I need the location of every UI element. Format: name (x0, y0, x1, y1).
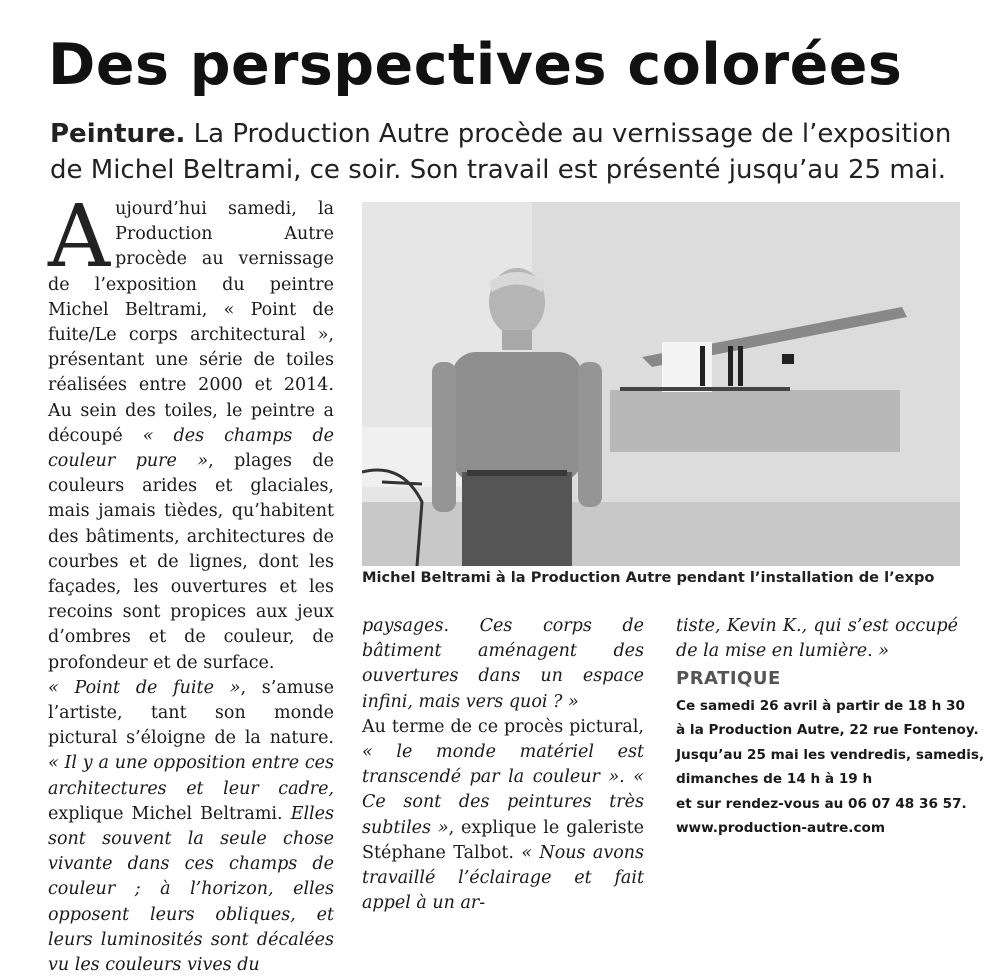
headline: Des perspectives colorées (48, 32, 903, 98)
deck-line-1: La Production Autre procède au vernissage de l’exposition (185, 119, 952, 149)
quote: « Point de fuite » (48, 677, 241, 698)
info-line: à la Production Autre, 22 rue Fontenoy. (676, 722, 979, 739)
quote: Elles sont souvent la seule chose vivante dans ces champs de couleur ; à l’horizon, elles opposent leurs obliques, et leurs luminosités sont décalées vu les couleurs vives du (48, 803, 334, 976)
paragraph (48, 676, 334, 978)
quote: « des champs de couleur pure » (48, 425, 334, 472)
drop-cap: A (48, 187, 111, 287)
text-run: Au terme de ce procès pictural, (362, 716, 644, 737)
photo-caption: Michel Beltrami à la Production Autre pendant l’installation de l’expo (362, 569, 935, 586)
quote: tiste, Kevin K., qui s’est occupé de la mise en lumière. » (676, 616, 958, 662)
quote: « Nous avons travaillé l’éclairage et fait appel à un ar- (362, 842, 645, 914)
deck-line-2: de Michel Beltrami, ce soir. Son travail est présenté jusqu’au 25 mai. (50, 155, 947, 185)
article-column-1 (48, 187, 334, 978)
info-line: Ce samedi 26 avril à partir de 18 h 30 (676, 697, 965, 714)
website-link[interactable]: www.production-autre.com (676, 820, 886, 837)
article-column-3 (676, 614, 985, 841)
text-run: , explique le galeriste Stéphane Talbot. (362, 817, 644, 863)
paragraph (362, 614, 644, 715)
quote: « le monde matériel est transcendé par la couleur » (362, 742, 644, 788)
pratique-heading: PRATIQUE (676, 668, 781, 690)
photo-illustration (362, 202, 960, 566)
quote: paysages. Ces corps de bâtiment aménagent des ouvertures dans un espace infini, mais vers quoi ? » (362, 616, 644, 712)
section-kicker: Peinture. (50, 119, 186, 149)
paragraph (362, 715, 644, 917)
quote: « Ce sont des peintures très subtiles » (362, 767, 644, 838)
text-run: , s’amuse l’artiste, tant son monde pictural s’éloigne de la nature. (48, 677, 334, 749)
quote: « Il y a une opposition entre ces architectures et leur cadre, (48, 753, 334, 799)
practical-info (676, 694, 985, 841)
article-column-2 (362, 614, 644, 916)
text-run: explique Michel Beltrami. (48, 803, 291, 824)
info-line: et sur rendez-vous au 06 07 48 36 57. (676, 795, 967, 812)
paragraph (48, 187, 334, 676)
info-line: Jusqu’au 25 mai les vendredis, samedis, (676, 746, 985, 763)
paragraph (676, 614, 958, 664)
text-run: ujourd’hui samedi, la Production Autre procède au vernissage de l’exposition du peintre Michel Beltrami, « Point de fuite/Le corps architectural », présentant une série de toiles réalisées entre 2000 et 2014. Au sein des toiles, le peintre a découpé (48, 199, 334, 446)
article-photo (362, 202, 960, 566)
info-line: dimanches de 14 h à 19 h (676, 771, 873, 788)
text-run: , plages de couleurs arides et glaciales, mais jamais tièdes, qu’habitent des bâtiments, architectures de courbes et de lignes, dont les façades, les ouvertures et les recoins sont propices aux jeux d’ombres et de couleur, de profondeur et de surface. (48, 451, 334, 673)
text-run: . (619, 767, 634, 788)
article-deck (50, 116, 980, 188)
